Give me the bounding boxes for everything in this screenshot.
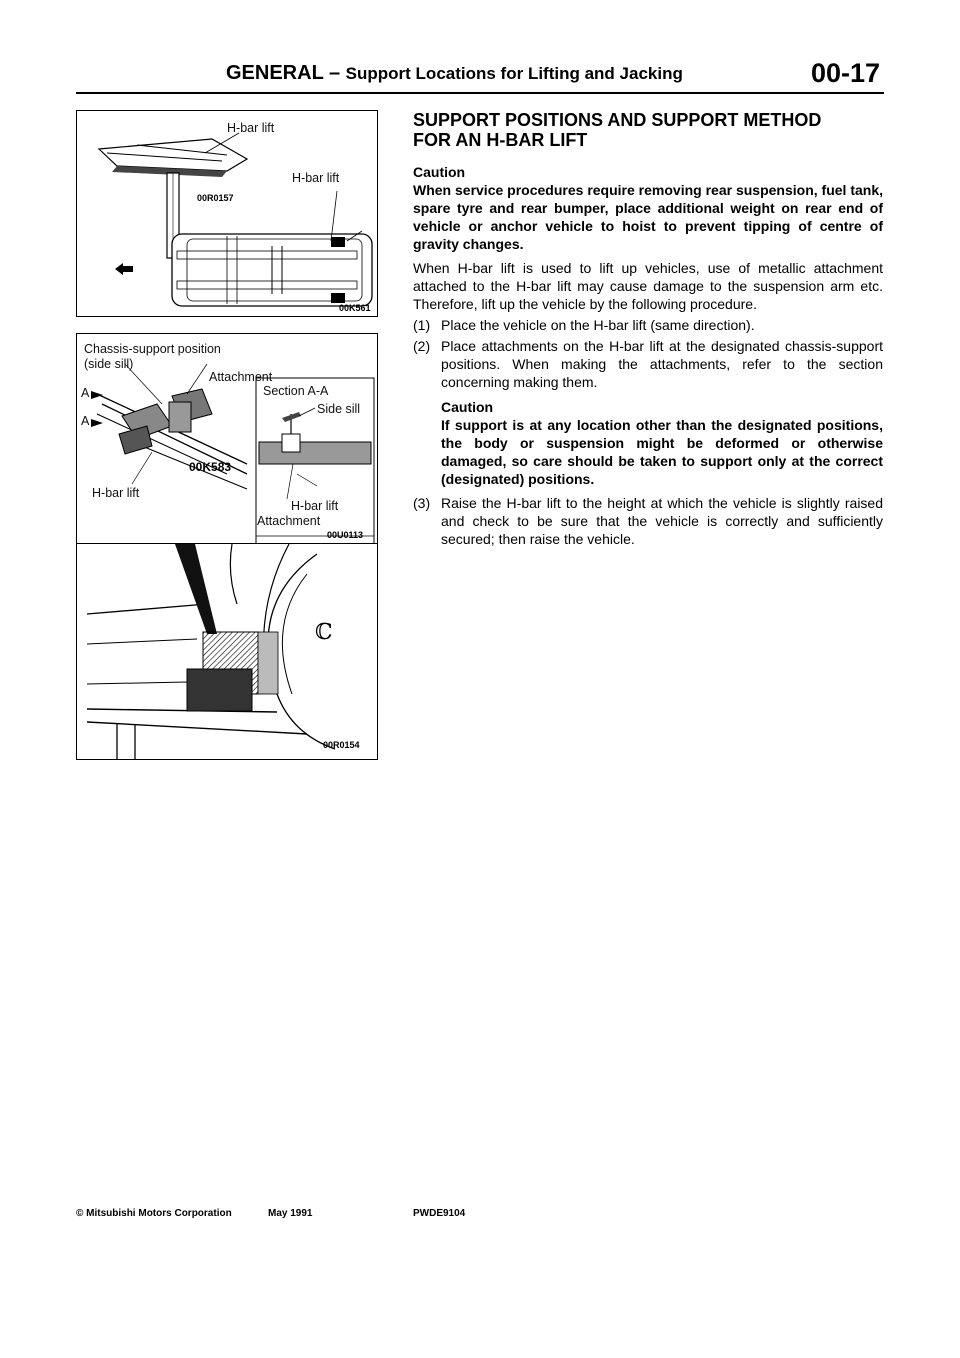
hbar-label-top: H-bar lift bbox=[227, 121, 275, 135]
arrow-a-label-bottom: A bbox=[81, 414, 90, 428]
figure-code-left: 00R0157 bbox=[197, 193, 234, 203]
figure-code-left: 00K583 bbox=[189, 460, 232, 474]
figure-hbar-overview bbox=[76, 110, 378, 317]
page-header bbox=[76, 58, 884, 94]
chassis-support-label: Chassis-support position bbox=[84, 342, 221, 356]
caution-label: Caution bbox=[441, 399, 494, 415]
hbar-label-right: H-bar lift bbox=[292, 171, 340, 185]
header-title bbox=[226, 62, 683, 85]
section-heading bbox=[413, 110, 883, 150]
svg-text:ℂ: ℂ bbox=[315, 620, 333, 645]
step-text: Place the vehicle on the H-bar lift (same direction). bbox=[441, 317, 755, 333]
caution-text: When service procedures require removing rear suspension, fuel tank, spare tyre and rear bumper, place additional weight on rear end of vehicle or anchor vehicle to hoist to prevent tipping of centre of gravity changes. bbox=[413, 182, 883, 252]
side-sill-label: (side sill) bbox=[84, 357, 134, 371]
caution-text: If support is at any location other than the designated positions, the body or suspension might be deformed or otherwise damaged, so care should be taken to support only at the correct (designated) positions. bbox=[441, 417, 883, 487]
section-side-sill-label: Side sill bbox=[317, 402, 361, 416]
step-item bbox=[413, 316, 883, 334]
section-hbar-label: H-bar lift bbox=[291, 499, 339, 513]
figure-chassis-support bbox=[76, 333, 378, 545]
footer-code: PWDE9104 bbox=[413, 1208, 466, 1219]
step-item bbox=[413, 494, 883, 548]
section-heading-line2: FOR AN H-BAR LIFT bbox=[413, 130, 588, 150]
section-attachment-label: Attachment bbox=[257, 514, 321, 528]
step-body bbox=[441, 337, 883, 491]
hbar-lift-label: H-bar lift bbox=[92, 486, 140, 500]
arrow-a-label-top: A bbox=[81, 386, 90, 400]
step-number: (1) bbox=[413, 317, 431, 333]
step-number: (2) bbox=[413, 338, 431, 354]
step-item bbox=[413, 337, 883, 491]
hbar-lift-illustration bbox=[77, 111, 377, 316]
section-heading-line1: SUPPORT POSITIONS AND SUPPORT METHOD bbox=[413, 110, 822, 130]
intro-paragraph: When H-bar lift is used to lift up vehicles, use of metallic attachment attached to the H-bar lift may cause damage to the suspension arm etc. Therefore, lift up the vehicle by the following procedure. bbox=[413, 260, 883, 312]
caution-label: Caution bbox=[413, 164, 466, 180]
figure-support-closeup bbox=[76, 543, 378, 760]
section-title: Section A-A bbox=[263, 384, 329, 398]
header-dash: – bbox=[328, 62, 341, 84]
figure-code: 00U0113 bbox=[327, 530, 364, 540]
step-text: Raise the H-bar lift to the height at which the vehicle is slightly raised and check to be sure that the vehicle is correctly and sufficiently secured; then raise the vehicle. bbox=[441, 495, 883, 547]
attachment-label: Attachment bbox=[209, 370, 273, 384]
step-text: Place attachments on the H-bar lift at the designated chassis-support positions. When making the attachments, refer to the section concerning making them. bbox=[441, 338, 883, 390]
footer-date: May 1991 bbox=[268, 1208, 313, 1219]
figure-code: 00R0154 bbox=[323, 740, 360, 750]
page-number: 00-17 bbox=[810, 58, 880, 88]
header-subtitle: Support Locations for Lifting and Jacking bbox=[345, 64, 683, 83]
step-number: (3) bbox=[413, 495, 431, 511]
text-column bbox=[413, 110, 883, 551]
support-closeup-illustration bbox=[77, 544, 377, 759]
header-section: GENERAL bbox=[226, 62, 324, 84]
figure-code: 00K561 bbox=[339, 303, 371, 313]
footer-copyright: © Mitsubishi Motors Corporation bbox=[76, 1208, 232, 1219]
